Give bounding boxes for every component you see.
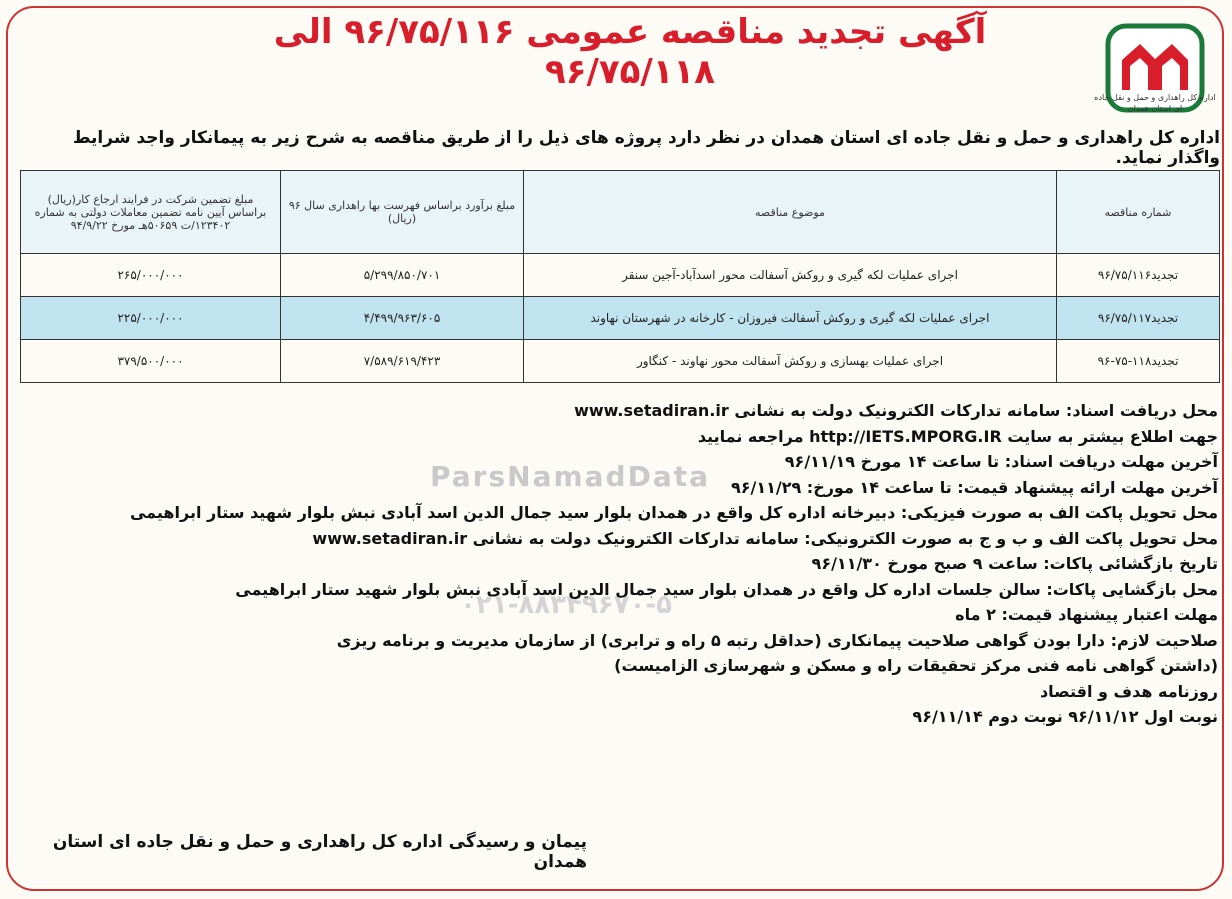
detail-line: مهلت اعتبار پیشنهاد قیمت: ۲ ماه bbox=[955, 605, 1218, 624]
logo-caption: اداره کل راهداری و حمل و نقل جاده ای استان همدان bbox=[1094, 93, 1216, 113]
detail-line: جهت اطلاع بیشتر به سایت http://IETS.MPORG.IR مراجعه نمایید bbox=[697, 426, 1218, 446]
cell-number: تجدید۹۶/۷۵/۱۱۶ bbox=[1057, 254, 1220, 297]
detail-line: صلاحیت لازم: دارا بودن گواهی صلاحیت پیمانکاری (حداقل رتبه ۵ راه و ترابری) از سازمان مدیریت و برنامه ریزی bbox=[336, 630, 1218, 650]
cell-guarantee: ۲۶۵/۰۰۰/۰۰۰ bbox=[21, 254, 281, 297]
detail-line: محل دریافت اسناد: سامانه تدارکات الکترونیک دولت به نشانی www.setadiran.ir bbox=[574, 401, 1218, 420]
detail-line: آخرین مهلت ارائه پیشنهاد قیمت: تا ساعت ۱۴ مورخ: ۹۶/۱۱/۲۹ bbox=[730, 477, 1218, 497]
detail-line: (داشتن گواهی نامه فنی مرکز تحقیقات راه و مسکن و شهرسازی الزامیست) bbox=[614, 656, 1218, 675]
cell-subject: اجرای عملیات لکه گیری و روکش آسفالت فیروزان - کارخانه در شهرستان نهاوند bbox=[524, 297, 1057, 340]
header bbox=[0, 0, 1232, 130]
table-row bbox=[21, 254, 1220, 297]
footer-text: پیمان و رسیدگی اداره کل راهداری و حمل و نقل جاده ای استان همدان bbox=[52, 832, 587, 872]
cell-estimate: ۷/۵۸۹/۶۱۹/۴۲۳ bbox=[281, 340, 524, 383]
details-block bbox=[18, 398, 1218, 730]
cell-guarantee: ۳۷۹/۵۰۰/۰۰۰ bbox=[21, 340, 281, 383]
cell-estimate: ۵/۲۹۹/۸۵۰/۷۰۱ bbox=[281, 254, 524, 297]
cell-number: تجدید۱۱۸-۷۵-۹۶ bbox=[1057, 340, 1220, 383]
detail-line: محل بازگشایی پاکات: سالن جلسات اداره کل واقع در همدان بلوار سید جمال الدین اسد آبادی نبش بلوار شهید ستار ابراهیمی bbox=[235, 579, 1218, 599]
page-title: آگهی تجدید مناقصه عمومی ۹۶/۷۵/۱۱۶ الی ۹۶/۷۵/۱۱۸ bbox=[273, 12, 987, 92]
detail-line: تاریخ بازگشائی پاکات: ساعت ۹ صبح مورخ ۹۶/۱۱/۳۰ bbox=[811, 554, 1218, 573]
col-header-subject: موضوع مناقصه bbox=[524, 171, 1057, 254]
detail-line: محل تحویل پاکت الف به صورت فیزیکی: دبیرخانه اداره کل واقع در همدان بلوار سید جمال الدین اسد آبادی نبش بلوار شهید ستار ابراهیمی bbox=[129, 503, 1218, 522]
cell-number: تجدید۹۶/۷۵/۱۱۷ bbox=[1057, 297, 1220, 340]
tender-table bbox=[20, 170, 1220, 383]
col-header-estimate: مبلغ برآورد براساس فهرست بها راهداری سال ۹۶ (ریال) bbox=[281, 171, 524, 254]
table-row bbox=[21, 297, 1220, 340]
col-header-guarantee: مبلغ تضمین شرکت در فرایند ارجاع کار(ریال) براساس آیین نامه تضمین معاملات دولتی به شماره ۱۲۳۴۰۲/ت ۵۰۶۵۹هـ مورخ ۹۴/۹/۲۲ bbox=[21, 171, 281, 254]
detail-line: محل تحویل پاکت الف و ب و ج به صورت الکترونیکی: سامانه تدارکات الکترونیک دولت به نشانی www.setadiran.ir bbox=[312, 528, 1218, 548]
col-header-number: شماره مناقصه bbox=[1057, 171, 1220, 254]
table-row bbox=[21, 340, 1220, 383]
cell-subject: اجرای عملیات لکه گیری و روکش آسفالت محور اسدآباد-آجین سنقر bbox=[524, 254, 1057, 297]
detail-line: روزنامه هدف و اقتصاد bbox=[1039, 681, 1218, 701]
cell-estimate: ۴/۴۹۹/۹۶۳/۶۰۵ bbox=[281, 297, 524, 340]
intro-text: اداره کل راهداری و حمل و نقل جاده ای استان همدان در نظر دارد پروژه های ذیل را از طریق مناقصه به شرح زیر به پیمانکار واجد شرایط واگذار نماید. bbox=[72, 128, 1220, 168]
watermark-site: ParsNamadData bbox=[430, 460, 710, 493]
cell-subject: اجرای عملیات بهسازی و روکش آسفالت محور نهاوند - کنگاور bbox=[524, 340, 1057, 383]
watermark-phone: ۰۲۱-۸۸۳۴۹۶۷۰-۵ bbox=[460, 590, 673, 620]
detail-line: آخرین مهلت دریافت اسناد: تا ساعت ۱۴ مورخ ۹۶/۱۱/۱۹ bbox=[784, 452, 1218, 471]
detail-line: نوبت اول ۹۶/۱۱/۱۲ نوبت دوم ۹۶/۱۱/۱۴ bbox=[912, 707, 1218, 726]
cell-guarantee: ۲۲۵/۰۰۰/۰۰۰ bbox=[21, 297, 281, 340]
table-header-row bbox=[21, 171, 1220, 254]
